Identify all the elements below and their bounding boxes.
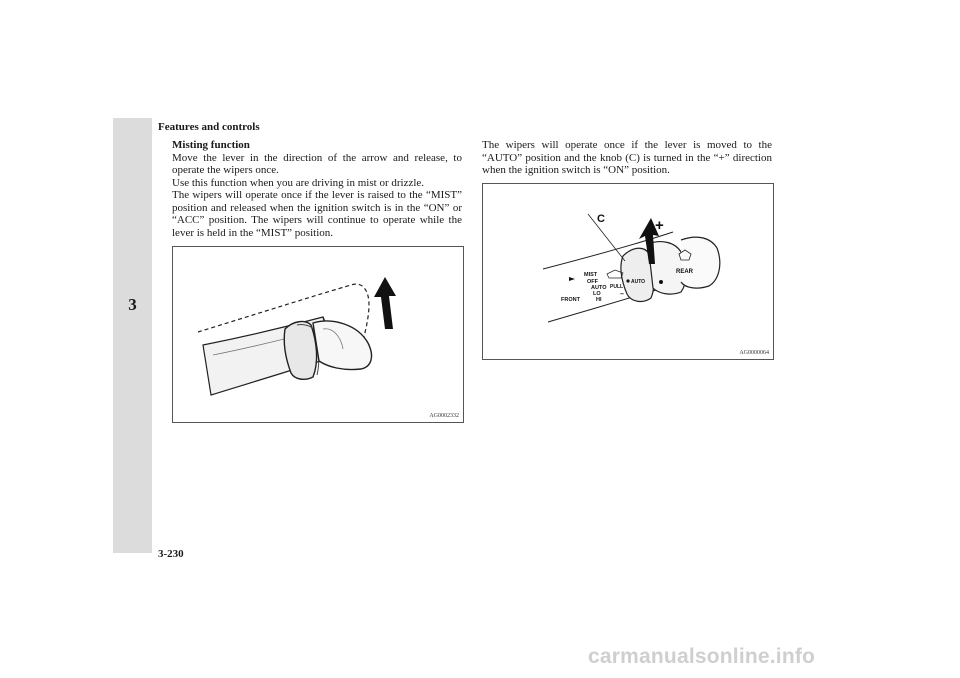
- chapter-tab: [113, 118, 152, 553]
- chapter-tab-number: 3: [128, 295, 137, 314]
- callout-c: C: [597, 213, 605, 225]
- figure-lever-mist: [172, 246, 464, 423]
- rear-label: REAR: [676, 269, 694, 275]
- pull-label: PULL: [610, 284, 624, 290]
- page-number: 3-230: [158, 548, 184, 560]
- position-mist: MIST: [584, 272, 598, 278]
- figure-code: AG0000064: [739, 350, 769, 356]
- paragraph: Move the lever in the direction of the arrow and release, to operate the wipers once.: [172, 151, 462, 176]
- lever-knob-illustration: [483, 184, 773, 359]
- right-column: [482, 139, 772, 177]
- section-header: Features and controls: [158, 121, 260, 133]
- minus-sign: –: [620, 291, 624, 298]
- plus-sign: +: [655, 217, 664, 234]
- watermark: carmanualsonline.info: [588, 645, 816, 668]
- arrow-up-icon: [374, 277, 396, 329]
- paragraph: Use this function when you are driving in mist or drizzle.: [172, 176, 425, 189]
- paragraph: The wipers will operate once if the lever is raised to the “MIST” position and released when the ignition switch is in the “ON” or “ACC” position. The wipers will continue to operate while the lever is held in the “MIST” position.: [172, 189, 462, 239]
- position-auto: AUTO: [591, 285, 607, 291]
- lever-illustration: [173, 247, 463, 422]
- position-off: OFF: [587, 279, 598, 285]
- figure-auto-knob: [482, 183, 774, 360]
- knob-auto-label: AUTO: [631, 279, 646, 285]
- figure-code: AG0002332: [429, 413, 459, 419]
- position-lo: LO: [593, 291, 601, 297]
- position-hi: HI: [596, 297, 602, 303]
- paragraph: The wipers will operate once if the lever is moved to the “AUTO” position and the knob (C) is turned in the “+” direction when the ignition switch is “ON” position.: [482, 139, 772, 176]
- left-column: [172, 139, 462, 239]
- front-label: FRONT: [561, 297, 580, 303]
- misting-function-heading: Misting function: [172, 139, 250, 151]
